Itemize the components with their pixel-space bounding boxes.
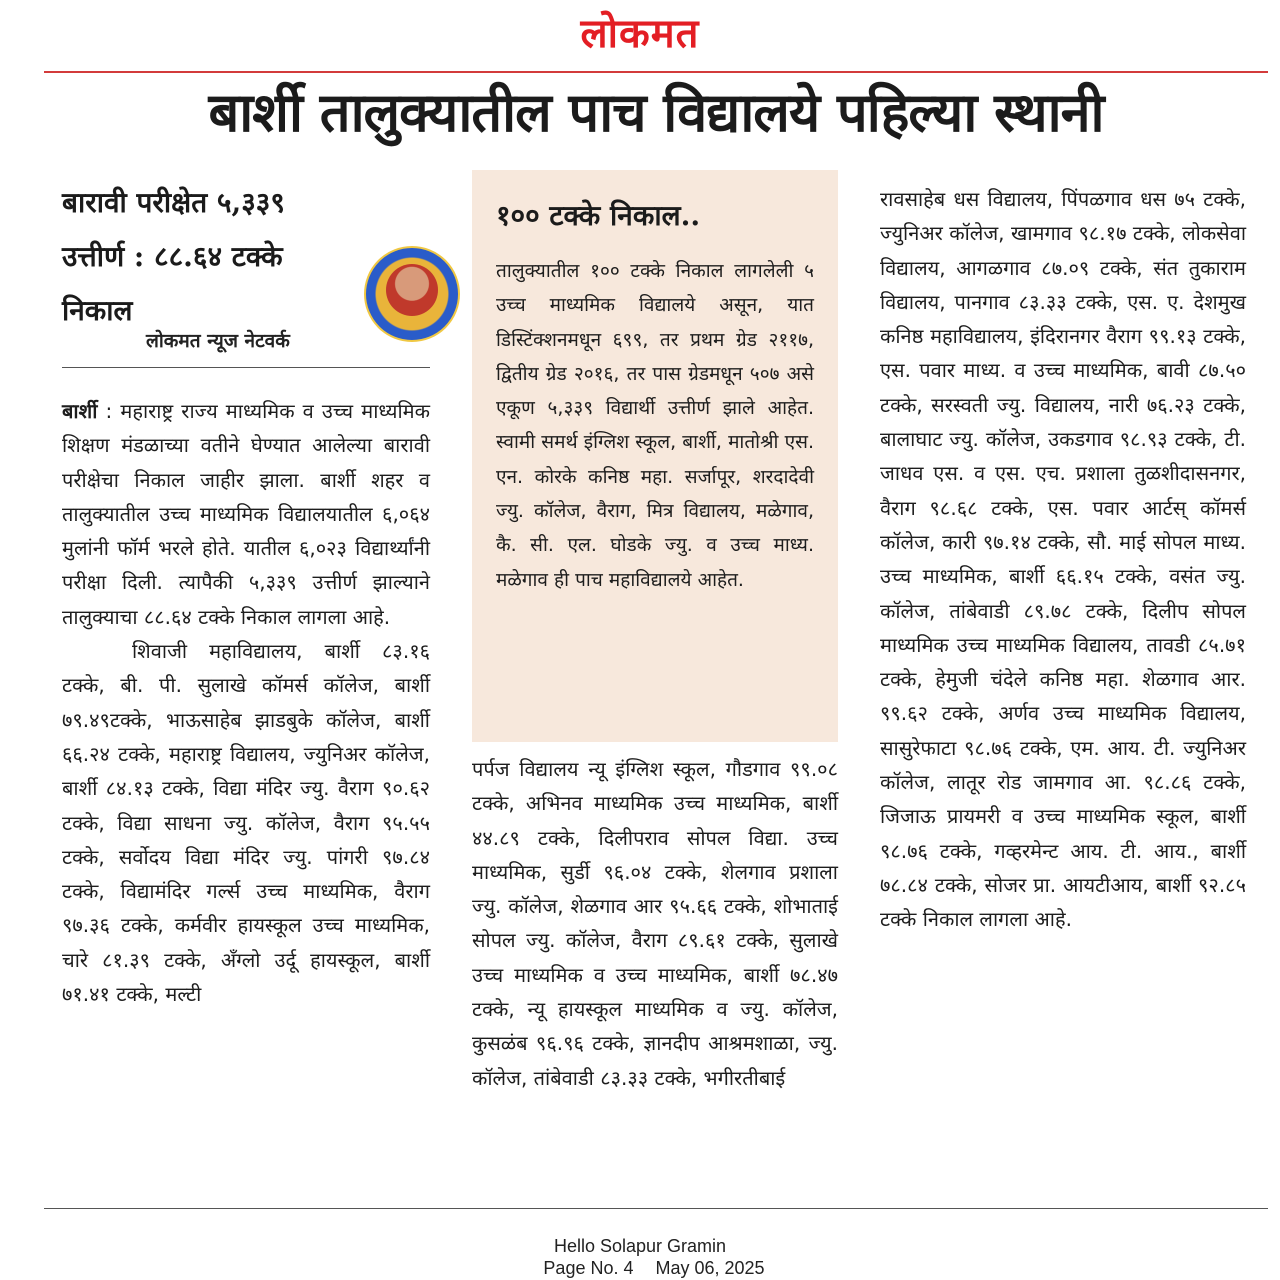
headline: बार्शी तालुक्यातील पाच विद्यालये पहिल्या स्थानी: [208, 80, 1104, 144]
author-badge-icon: [364, 246, 460, 342]
footer: [0, 1235, 1280, 1279]
portrait-icon: [386, 264, 438, 316]
article-column-1: [62, 394, 430, 1011]
subhead-line-3: निकाल: [62, 294, 133, 327]
article-paragraph-1: [62, 394, 430, 634]
footer-publication: Hello Solapur Gramin: [553, 1236, 727, 1256]
article-column-2: पर्पज विद्यालय न्यू इंग्लिश स्कूल, गौडगाव ९९.०८ टक्के, अभिनव माध्यमिक उच्च माध्यमिक, बार्शी ४४.८९ टक्के, दिलीपराव सोपल विद्या. उच्च माध्यमिक, सुर्डी ९६.०४ टक्के, शेलगाव प्रशाला ज्यु. कॉलेज, शेळगाव आर ९५.६६ टक्के, शोभाताई सोपल ज्यु. कॉलेज, वैराग ८९.६१ टक्के, सुलाखे उच्च माध्यमिक व उच्च माध्यमिक, बार्शी ७८.४७ टक्के, न्यू हायस्कूल माध्यमिक व ज्यु. कॉलेज, कुसळंब ९६.९६ टक्के, ज्ञानदीप आश्रमशाळा, ज्यु. कॉलेज, तांबेवाडी ८३.३३ टक्के, भगीरतीबाई: [472, 757, 838, 1090]
dateline: बार्शी: [62, 399, 98, 423]
footer-date: May 06, 2025: [655, 1258, 765, 1278]
subhead-line-2: उत्तीर्ण : ८८.६४ टक्के: [62, 240, 283, 273]
box-title: १०० टक्के निकाल..: [496, 199, 701, 232]
article-column-3: रावसाहेब धस विद्यालय, पिंपळगाव धस ७५ टक्के, ज्युनिअर कॉलेज, खामगाव ९८.१७ टक्के, लोकसेवा विद्यालय, आगळगाव ८७.०९ टक्के, संत तुकाराम विद्यालय, पानगाव ८३.३३ टक्के, एस. ए. देशमुख कनिष्ठ महाविद्यालय, इंदिरानगर वैराग ९९.१३ टक्के, एस. पवार माध्य. व उच्च माध्यमिक, बावी ८७.५० टक्के, सरस्वती ज्यु. विद्यालय, नारी ७६.२३ टक्के, बालाघाट ज्यु. कॉलेज, उकडगाव ९८.९३ टक्के, टी. जाधव एस. व एस. एच. प्रशाला तुळशीदासनगर, वैराग ९८.६८ टक्के, एस. पवार आर्टस् कॉमर्स कॉलेज, कारी ९७.१४ टक्के, सौ. माई सोपल माध्य. उच्च माध्यमिक, बार्शी ६६.१५ टक्के, वसंत ज्यु. कॉलेज, तांबेवाडी ८९.७८ टक्के, दिलीप सोपल माध्यमिक उच्च माध्यमिक विद्यालय, तावडी ८५.७१ टक्के, हेमुजी चंदेले कनिष्ठ महा. शेळगाव आर. ९९.६२ टक्के, अर्णव उच्च माध्यमिक विद्यालय, सासुरेफाटा ९८.७६ टक्के, एम. आय. टी. ज्युनिअर कॉलेज, लातूर रोड जामगाव आ. ९८.८६ टक्के, जिजाऊ प्रायमरी व उच्च माध्यमिक स्कूल, बार्शी ९८.७६ टक्के, गव्हरमेन्ट आय. टी. आय., बार्शी ७८.८४ टक्के, सोजर प्रा. आयटीआय, बार्शी ९२.८५ टक्के निकाल लागला आहे.: [880, 187, 1246, 932]
masthead-logo: लोकमत: [580, 11, 700, 57]
footer-page: Page No. 4: [543, 1258, 634, 1278]
article-lead-text: : महाराष्ट्र राज्य माध्यमिक व उच्च माध्यमिक शिक्षण मंडळाच्या वतीने घेण्यात आलेल्या बारावी परीक्षेचा निकाल जाहीर झाला. बार्शी शहर व तालुक्यातील उच्च माध्यमिक विद्यालयातील ६,०६४ मुलांनी फॉर्म भरले होते. यातील ६,०२३ विद्यार्थ्यांनी परीक्षा दिली. त्यापैकी ५,३३९ उत्तीर्ण झाल्याने तालुक्याचा ८८.६४ टक्के निकाल लागला आहे.: [62, 399, 430, 629]
bottom-rule: [44, 1208, 1268, 1209]
subhead-line-1: बारावी परीक्षेत ५,३३९: [62, 186, 285, 219]
subheadline: [62, 176, 362, 338]
article-paragraph-2: शिवाजी महाविद्यालय, बार्शी ८३.१६ टक्के, बी. पी. सुलाखे कॉमर्स कॉलेज, बार्शी ७९.४९टक्के, भाऊसाहेब झाडबुके कॉलेज, बार्शी ६६.२४ टक्के, महाराष्ट्र विद्यालय, ज्युनिअर कॉलेज, बार्शी ८४.१३ टक्के, विद्या मंदिर ज्यु. वैराग ९०.६२ टक्के, विद्या साधना ज्यु. कॉलेज, वैराग ९५.५५ टक्के, सर्वोदय विद्या मंदिर ज्यु. पांगरी ९७.८४ टक्के, विद्यामंदिर गर्ल्स उच्च माध्यमिक, वैराग ९७.३६ टक्के, कर्मवीर हायस्कूल उच्च माध्यमिक, चारे ८१.३९ टक्के, अँग्लो उर्दू हायस्कूल, बार्शी ७१.४१ टक्के, मल्टी: [62, 639, 430, 1007]
box-body: तालुक्यातील १०० टक्के निकाल लागलेली ५ उच्च माध्यमिक विद्यालये असून, यात डिस्टिंक्शनमधून ६९९, तर प्रथम ग्रेड २११७, द्वितीय ग्रेड २०१६, तर पास ग्रेडमधून ५०७ असे एकूण ५,३३९ विद्यार्थी उत्तीर्ण झाले आहेत. स्वामी समर्थ इंग्लिश स्कूल, बार्शी, मातोश्री एस. एन. कोरके कनिष्ठ महा. सर्जापूर, शरदादेवी ज्यु. कॉलेज, वैराग, मित्र विद्यालय, मळेगाव, कै. सी. एल. घोडके ज्यु. व उच्च माध्य. मळेगाव ही पाच महाविद्यालये आहेत.: [496, 260, 814, 591]
byline: लोकमत न्यूज नेटवर्क: [146, 330, 290, 352]
byline-rule: [62, 367, 430, 368]
masthead-rule: [44, 71, 1268, 73]
